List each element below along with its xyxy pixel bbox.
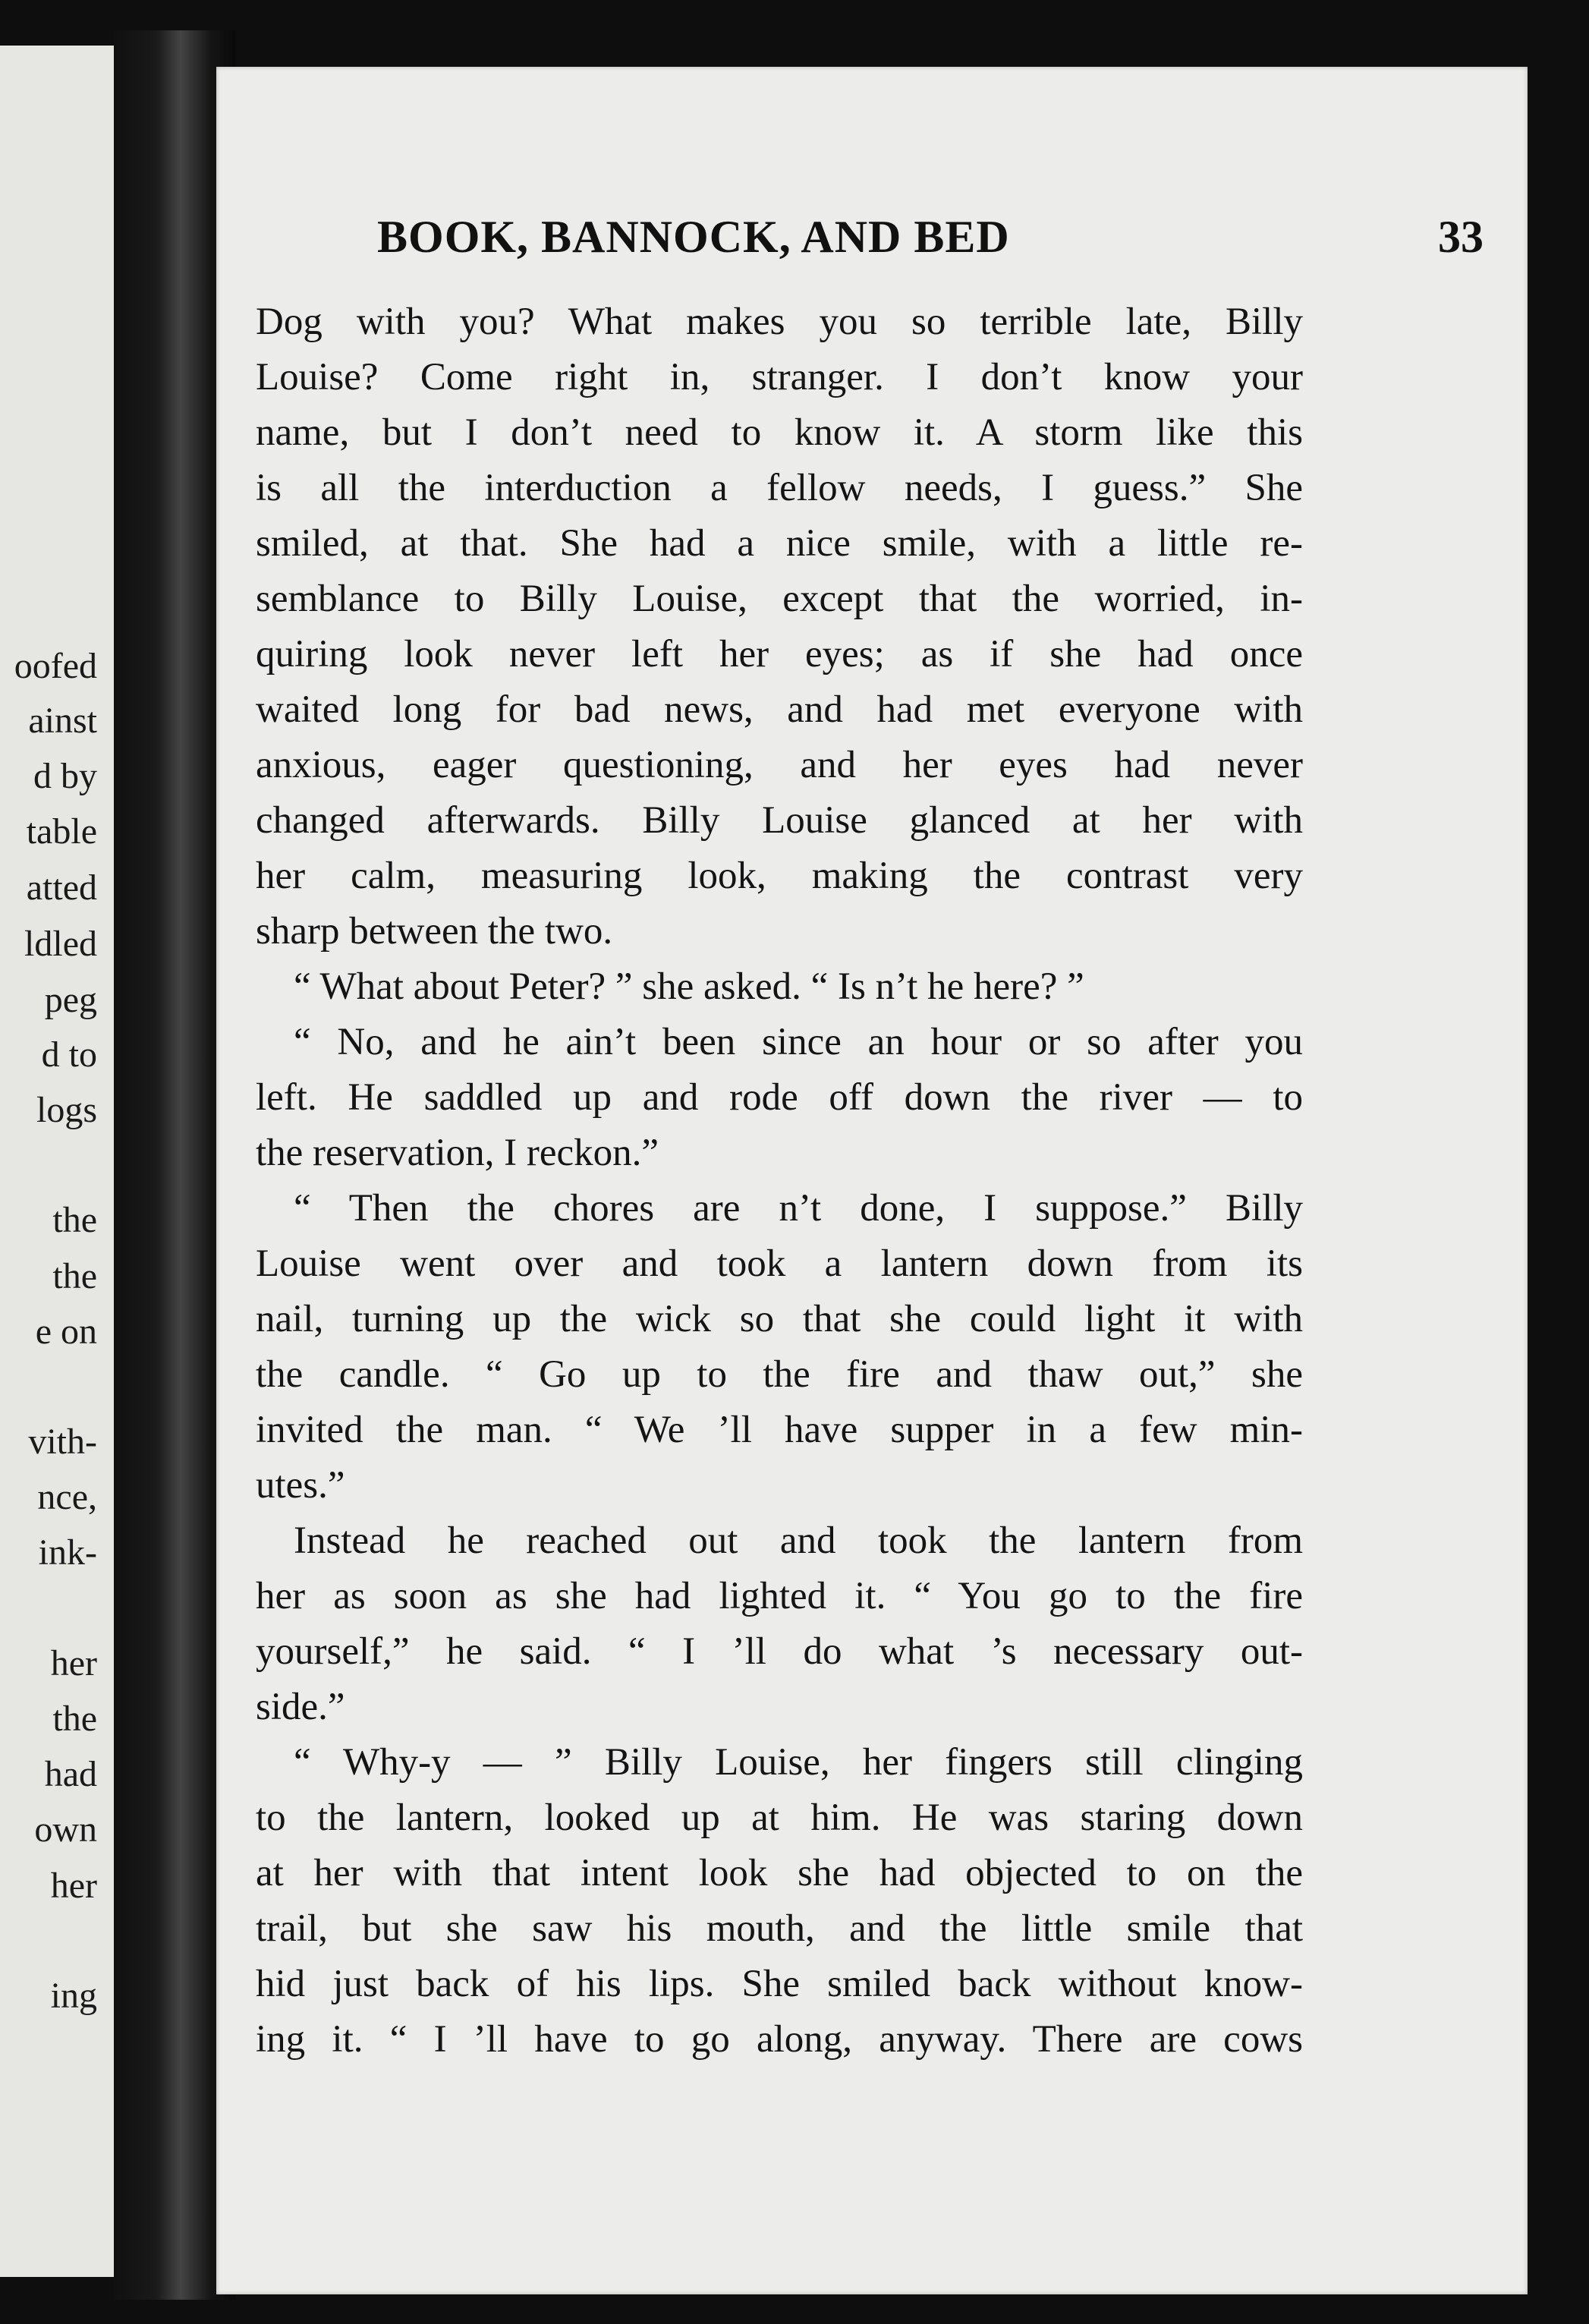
text-line: Dog with you? What makes you so terrible late, Billy xyxy=(256,301,1303,343)
previous-page-line-fragment: oofed xyxy=(14,646,97,686)
text-line: trail, but she saw his mouth, and the little smile that xyxy=(256,1907,1303,1950)
text-line: “ No, and he ain’t been since an hour or so after you xyxy=(294,1021,1303,1063)
body-text xyxy=(256,294,1303,2067)
text-line: sharp between the two. xyxy=(256,910,613,953)
text-line: utes.” xyxy=(256,1464,345,1507)
previous-page-line-fragment: the xyxy=(52,1256,97,1296)
text-line: the reservation, I reckon.” xyxy=(256,1132,659,1174)
previous-page-line-fragment: peg xyxy=(44,980,97,1020)
text-line: invited the man. “ We ’ll have supper in a few min- xyxy=(256,1409,1303,1451)
text-line: changed afterwards. Billy Louise glanced at her with xyxy=(256,799,1303,842)
previous-page-line-fragment: ldled xyxy=(24,924,97,964)
page-number: 33 xyxy=(1438,212,1484,262)
previous-page-line-fragment: e on xyxy=(35,1312,97,1352)
previous-page-line-fragment: the xyxy=(52,1200,97,1240)
previous-page-line-fragment: table xyxy=(26,811,97,852)
book-page xyxy=(216,67,1528,2294)
text-line: “ Why-y — ” Billy Louise, her fingers still clinging xyxy=(294,1741,1303,1784)
text-line: Louise? Come right in, stranger. I don’t know your xyxy=(256,356,1303,398)
previous-page-line-fragment: vith- xyxy=(28,1422,97,1462)
text-line: “ Then the chores are n’t done, I suppose.” Billy xyxy=(294,1187,1303,1230)
text-line: nail, turning up the wick so that she could light it with xyxy=(256,1298,1303,1340)
previous-page-line-fragment: atted xyxy=(26,868,97,908)
text-line: the candle. “ Go up to the fire and thaw out,” she xyxy=(256,1353,1303,1396)
previous-page-line-fragment: her xyxy=(50,1643,97,1683)
text-line: side.” xyxy=(256,1686,345,1728)
text-line: quiring look never left her eyes; as if she had once xyxy=(256,633,1303,675)
text-line: anxious, eager questioning, and her eyes had never xyxy=(256,744,1303,786)
text-line: name, but I don’t need to know it. A storm like this xyxy=(256,411,1303,454)
text-line: left. He saddled up and rode off down the river — to xyxy=(256,1076,1303,1119)
text-line: “ What about Peter? ” she asked. “ Is n’t he here? ” xyxy=(294,965,1084,1008)
text-line: Instead he reached out and took the lantern from xyxy=(294,1519,1303,1562)
text-line: is all the interduction a fellow needs, I guess.” She xyxy=(256,467,1303,509)
previous-page-line-fragment: ainst xyxy=(28,701,97,741)
text-line: yourself,” he said. “ I ’ll do what ’s necessary out- xyxy=(256,1630,1303,1673)
previous-page-line-fragment: own xyxy=(34,1809,97,1850)
previous-page-line-fragment: had xyxy=(44,1754,97,1794)
text-line: semblance to Billy Louise, except that the worried, in- xyxy=(256,578,1303,620)
text-line: Louise went over and took a lantern down from its xyxy=(256,1242,1303,1285)
previous-page-line-fragment: the xyxy=(52,1699,97,1739)
running-title: BOOK, BANNOCK, AND BED xyxy=(377,212,1010,262)
text-line: to the lantern, looked up at him. He was staring down xyxy=(256,1797,1303,1839)
text-line: waited long for bad news, and had met everyone with xyxy=(256,688,1303,731)
text-line: ing it. “ I ’ll have to go along, anyway. There are cows xyxy=(256,2018,1303,2061)
running-header xyxy=(377,211,1484,263)
text-line: her as soon as she had lighted it. “ You go to the fire xyxy=(256,1575,1303,1617)
text-line: at her with that intent look she had objected to on the xyxy=(256,1852,1303,1894)
previous-page-line-fragment: d by xyxy=(33,756,97,796)
text-line: hid just back of his lips. She smiled back without know- xyxy=(256,1963,1303,2005)
previous-page-line-fragment: her xyxy=(50,1866,97,1906)
previous-page-line-fragment: nce, xyxy=(37,1477,97,1517)
previous-page-line-fragment: ink- xyxy=(38,1532,97,1573)
text-line: her calm, measuring look, making the contrast very xyxy=(256,855,1303,897)
text-line: smiled, at that. She had a nice smile, with a little re- xyxy=(256,522,1303,565)
previous-page-line-fragment: logs xyxy=(36,1090,97,1130)
previous-page-line-fragment: ing xyxy=(50,1976,97,2016)
previous-page-line-fragment: d to xyxy=(41,1034,97,1075)
previous-page-fragment xyxy=(0,46,114,2277)
